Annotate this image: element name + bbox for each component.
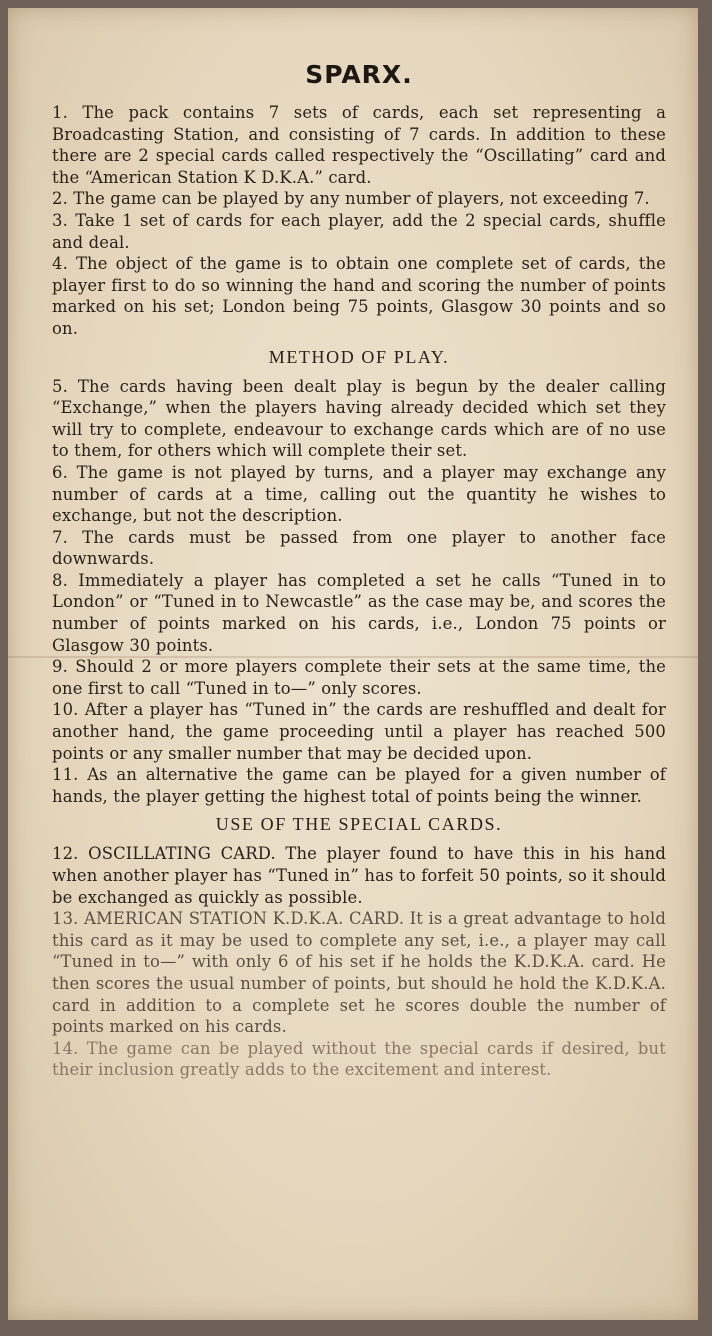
rule-8: 8. Immediately a player has completed a set he calls “Tuned in to London” or “Tuned in to Newcastle” as the case may be, and scores the number of points marked on his cards, i.e., London 75 points or Glasgow 30 points. [52,570,666,655]
rule-9: 9. Should 2 or more players complete their sets at the same time, the one first to call “Tuned in to—” only scores. [52,657,666,698]
rule-1: 1. The pack contains 7 sets of cards, each set representing a Broadcasting Station, and consisting of 7 cards. In addition to these there are 2 special cards called respectively the “Oscillating” card and the “American Station K D.K.A.” card. [52,103,666,187]
rule-5: 5. The cards having been dealt play is begun by the dealer calling “Exchange,” when the players having already decided which set they will try to complete, endeavour to exchange cards which are of no use to them, for others which will complete their set. [52,376,666,461]
rule-3: 3. Take 1 set of cards for each player, add the 2 special cards, shuffle and deal. [52,210,666,252]
special-cards-heading: USE OF THE SPECIAL CARDS. [215,814,503,835]
rules-content [52,48,666,1081]
rule-2: 2. The game can be played by any number of players, not exceeding 7. [52,189,650,209]
rule-14: 14. The game can be played without the special cards if desired, but their inclusion greatly adds to the excitement and interest. [52,1038,666,1080]
rule-6: 6. The game is not played by turns, and a player may exchange any number of cards at a time, calling out the quantity he wishes to exchange, but not the description. [52,462,666,526]
rules-sheet [8,8,698,1320]
rule-10: 10. After a player has “Tuned in” the cards are reshuffled and dealt for another hand, the game proceeding until a player has reached 500 points or any smaller number that may be decided upon. [52,700,666,763]
rule-4: 4. The object of the game is to obtain one complete set of cards, the player first to do so winning the hand and scoring the number of points marked on his set; London being 75 points, Glasgow 30 points and so on. [52,254,666,338]
rule-12: 12. OSCILLATING CARD. The player found to have this in his hand when another player has “Tuned in” has to forfeit 50 points, so it should be exchanged as quickly as possible. [52,844,666,907]
rule-13: 13. AMERICAN STATION K.D.K.A. CARD. It is a great advantage to hold this card as it may be used to complete any set, i.e., a player may call “Tuned in to—” with only 6 of his set if he holds the K.D.K.A. card. He then scores the usual number of points, but should he hold the K.D.K.A. card in addition to a complete set he scores double the number of points marked on his cards. [52,909,666,1037]
rule-11: 11. As an alternative the game can be played for a given number of hands, the player getting the highest total of points being the winner. [52,765,666,806]
method-of-play-heading: METHOD OF PLAY. [268,346,450,367]
page-title: SPARX. [305,60,413,89]
rule-7: 7. The cards must be passed from one player to another face downwards. [52,527,666,569]
